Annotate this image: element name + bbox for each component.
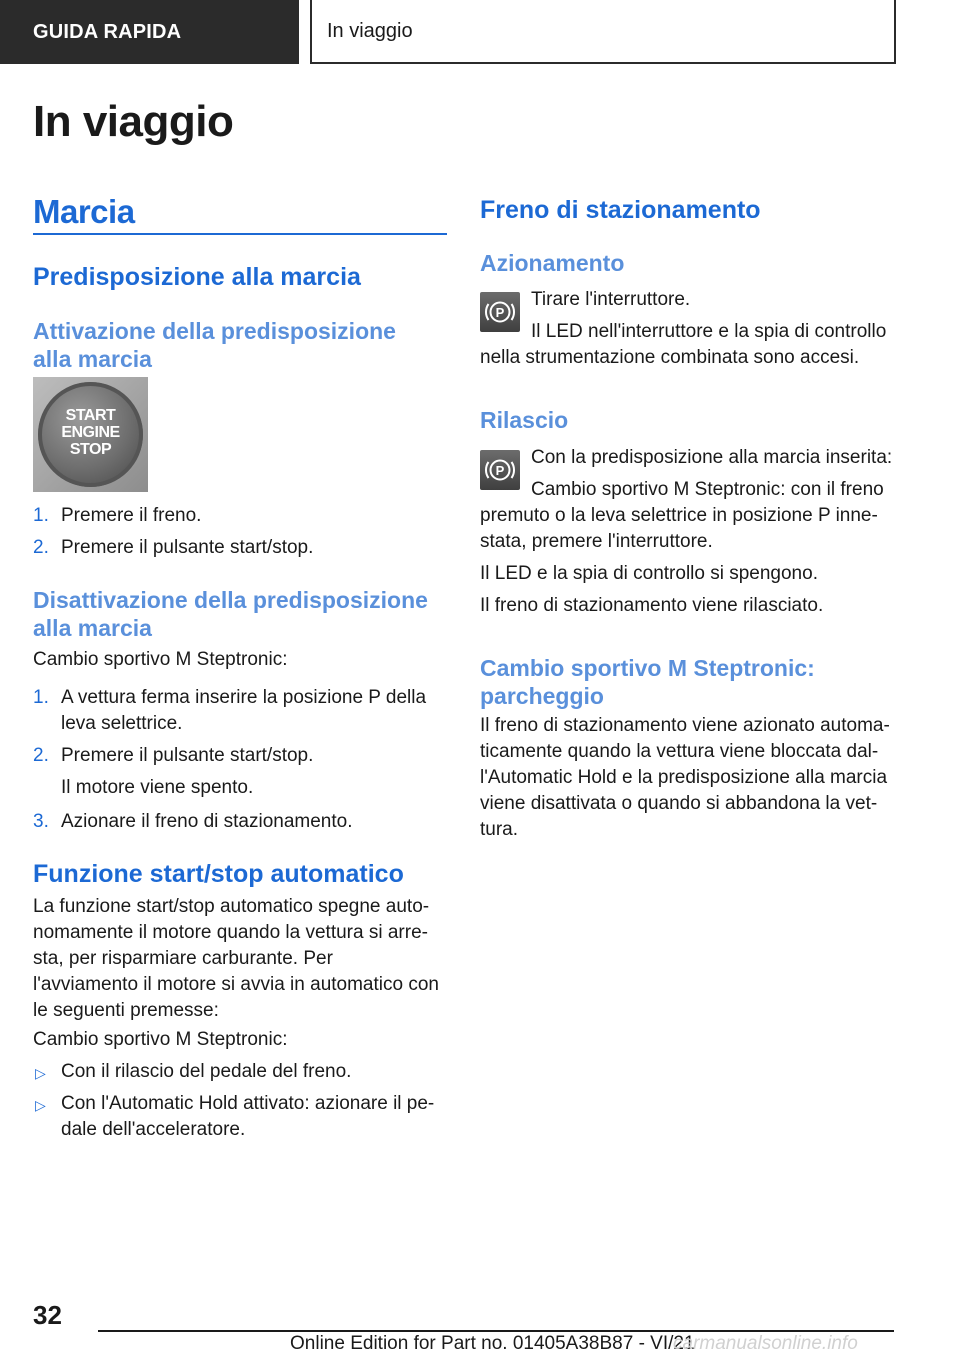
footer-edition: Online Edition for Part no. 01405A38B87 - VI/21 <box>290 1333 695 1354</box>
heading-disattivazione: Disattivazione della predisposizione alla marcia <box>33 587 428 641</box>
cambio-paragraph: Il freno di stazionamento viene azionato automa-ticamente quando la vettura viene bloccata dal-l'Automatic Hold e la predisposizione alla marcia viene disattivata o quando si abbandona la vet-tura. <box>480 715 890 840</box>
chapter-label: In viaggio <box>327 19 413 42</box>
step-number: 2. <box>33 537 49 558</box>
azionamento-text: Il LED nell'interruttore e la spia di controllo nella strumentazione combinata sono accesi. <box>480 321 887 368</box>
heading-freno: Freno di stazionamento <box>480 196 761 224</box>
heading-predisposizione: Predisposizione alla marcia <box>33 263 361 291</box>
section-label: GUIDA RAPIDA <box>33 20 182 43</box>
step-number: 1. <box>33 687 49 708</box>
bullet-text: Con l'Automatic Hold attivato: azionare il pe-dale dell'acceleratore. <box>61 1093 435 1140</box>
step-text: Azionare il freno di stazionamento. <box>61 811 353 832</box>
rilascio-text: Con la predisposizione alla marcia inserita: <box>531 447 893 468</box>
step-number: 1. <box>33 505 49 526</box>
step-text: Premere il pulsante start/stop. <box>61 745 314 766</box>
heading-rilascio: Rilascio <box>480 407 569 433</box>
rilascio-text: Cambio sportivo M Steptronic: con il freno premuto o la leva selettrice in posizione P inne-stata, premere l'interruttore. <box>480 479 884 552</box>
step-text: Premere il pulsante start/stop. <box>61 537 314 558</box>
step-result: Il motore viene spento. <box>61 777 254 798</box>
section-tab <box>0 0 299 64</box>
heading-rule <box>33 233 447 235</box>
step-number: 3. <box>33 811 49 832</box>
page-number: 32 <box>33 1300 62 1330</box>
chapter-tab <box>310 0 896 64</box>
start-engine-stop-icon <box>33 377 148 492</box>
bullet-text: Con il rilascio del pedale del freno. <box>61 1061 352 1082</box>
heading-azionamento: Azionamento <box>480 250 625 276</box>
funzione-paragraph: La funzione start/stop automatico spegne auto-nomamente il motore quando la vettura si arre-sta, per risparmiare carburante. Per l'avviamento il motore si avvia in automatico con le seguenti premesse: <box>33 896 439 1021</box>
heading-attivazione: Attivazione della predisposizione alla marcia <box>33 318 396 372</box>
bullet-triangle-icon: ▷ <box>35 1097 46 1113</box>
heading-cambio-parcheggio: Cambio sportivo M Steptronic: parcheggio <box>480 655 815 709</box>
azionamento-step: Tirare l'interruttore. <box>531 289 691 310</box>
step-number: 2. <box>33 745 49 766</box>
rilascio-text: Il LED e la spia di controllo si spengono. <box>480 563 818 584</box>
heading-marcia: Marcia <box>33 193 135 230</box>
bullet-triangle-icon: ▷ <box>35 1065 46 1081</box>
svg-text:P: P <box>495 463 505 478</box>
page-title: In viaggio <box>33 97 234 146</box>
step-text: A vettura ferma inserire la posizione P della leva selettrice. <box>61 687 427 734</box>
footer-rule <box>98 1330 894 1332</box>
heading-funzione: Funzione start/stop automatico <box>33 860 404 888</box>
start-button-text: START ENGINE STOP <box>61 407 120 458</box>
cambio-label: Cambio sportivo M Steptronic: <box>33 649 288 670</box>
svg-text:P: P <box>495 305 505 320</box>
step-text: Premere il freno. <box>61 505 202 526</box>
cambio-label: Cambio sportivo M Steptronic: <box>33 1029 288 1050</box>
watermark: carmanualsonline.info <box>673 1333 858 1354</box>
rilascio-text: Il freno di stazionamento viene rilasciato. <box>480 595 824 616</box>
